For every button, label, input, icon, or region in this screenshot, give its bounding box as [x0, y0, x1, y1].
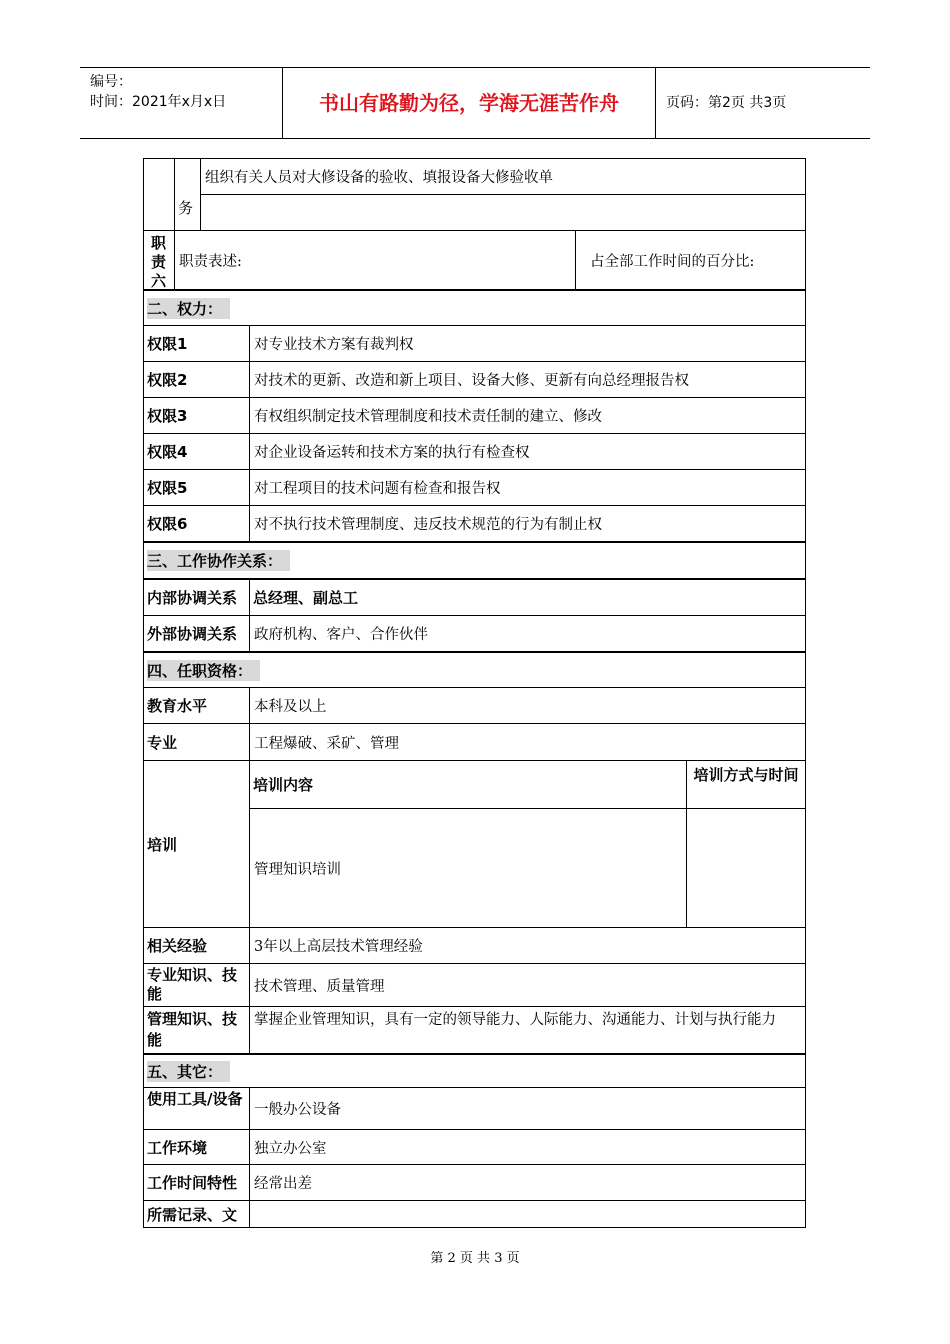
training-content-header: 培训内容: [249, 760, 687, 809]
section2-title-text: 二、权力：: [147, 298, 230, 319]
duty-cont-left-blank: [143, 158, 175, 231]
section5-title: [143, 1053, 806, 1088]
duty-cont-task: 组织有关人员对大修设备的验收、填报设备大修验收单: [200, 158, 806, 195]
section5-title-text: 五、其它：: [147, 1061, 230, 1082]
section3-title: [143, 541, 806, 579]
education-label: 教育水平: [143, 687, 250, 724]
authority-4-value: 对企业设备运转和技术方案的执行有检查权: [249, 433, 806, 470]
authority-2-label: 权限2: [143, 361, 250, 398]
management-skills-label: 管理知识、技能: [143, 1006, 250, 1054]
header-meta: [80, 68, 283, 138]
skills-value: 技术管理、质量管理: [249, 963, 806, 1007]
authority-3-label: 权限3: [143, 397, 250, 434]
section4-title: [143, 651, 806, 688]
records-label: 所需记录、文: [143, 1200, 250, 1228]
authority-5-value: 对工程项目的技术问题有检查和报告权: [249, 469, 806, 506]
header-page-info: 页码：第2页 共3页: [666, 95, 787, 111]
records-value: [249, 1200, 806, 1228]
training-label: 培训: [143, 760, 250, 928]
header-motto: 书山有路勤为径，学海无涯苦作舟: [283, 68, 656, 138]
environment-label: 工作环境: [143, 1129, 250, 1165]
tools-label: 使用工具/设备: [143, 1087, 250, 1130]
training-content-value: 管理知识培训: [249, 808, 687, 928]
job-description-table: [143, 158, 806, 1228]
page-footer: 第 2 页 共 3 页: [430, 1251, 520, 1266]
authority-6-label: 权限6: [143, 505, 250, 542]
duty-cont-task-blank: [200, 194, 806, 231]
training-method-value: [686, 808, 806, 928]
header-time: 时间：2021年x月x日: [90, 94, 227, 110]
duty-six-percent-label: 占全部工作时间的百分比:: [575, 230, 806, 290]
section4-title-text: 四、任职资格：: [147, 660, 260, 681]
header-number: 编号：: [90, 74, 132, 90]
work-time-label: 工作时间特性: [143, 1164, 250, 1201]
environment-value: 独立办公室: [249, 1129, 806, 1165]
authority-1-value: 对专业技术方案有裁判权: [249, 325, 806, 362]
authority-2-value: 对技术的更新、改造和新上项目、设备大修、更新有向总经理报告权: [249, 361, 806, 398]
external-relations-value: 政府机构、客户、合作伙伴: [249, 615, 806, 652]
page-header: [80, 67, 870, 139]
authority-5-label: 权限5: [143, 469, 250, 506]
experience-value: 3年以上高层技术管理经验: [249, 927, 806, 964]
tools-value: 一般办公设备: [249, 1087, 806, 1130]
authority-6-value: 对不执行技术管理制度、违反技术规范的行为有制止权: [249, 505, 806, 542]
major-label: 专业: [143, 723, 250, 761]
duty-six-desc-label: 职责表述:: [174, 230, 576, 290]
training-method-header: 培训方式与时间: [686, 760, 806, 809]
external-relations-label: 外部协调关系: [143, 615, 250, 652]
education-value: 本科及以上: [249, 687, 806, 724]
duty-cont-side-char: 务: [174, 158, 201, 231]
section2-title: [143, 289, 806, 326]
work-time-value: 经常出差: [249, 1164, 806, 1201]
authority-4-label: 权限4: [143, 433, 250, 470]
section3-title-text: 三、工作协作关系：: [147, 550, 290, 571]
skills-label: 专业知识、技能: [143, 963, 250, 1007]
internal-relations-label: 内部协调关系: [143, 578, 250, 616]
management-skills-value: 掌握企业管理知识，具有一定的领导能力、人际能力、沟通能力、计划与执行能力: [249, 1006, 806, 1054]
authority-1-label: 权限1: [143, 325, 250, 362]
major-value: 工程爆破、采矿、管理: [249, 723, 806, 761]
internal-relations-value: 总经理、副总工: [249, 578, 806, 616]
duty-six-label: 职责六: [143, 230, 175, 290]
experience-label: 相关经验: [143, 927, 250, 964]
authority-3-value: 有权组织制定技术管理制度和技术责任制的建立、修改: [249, 397, 806, 434]
